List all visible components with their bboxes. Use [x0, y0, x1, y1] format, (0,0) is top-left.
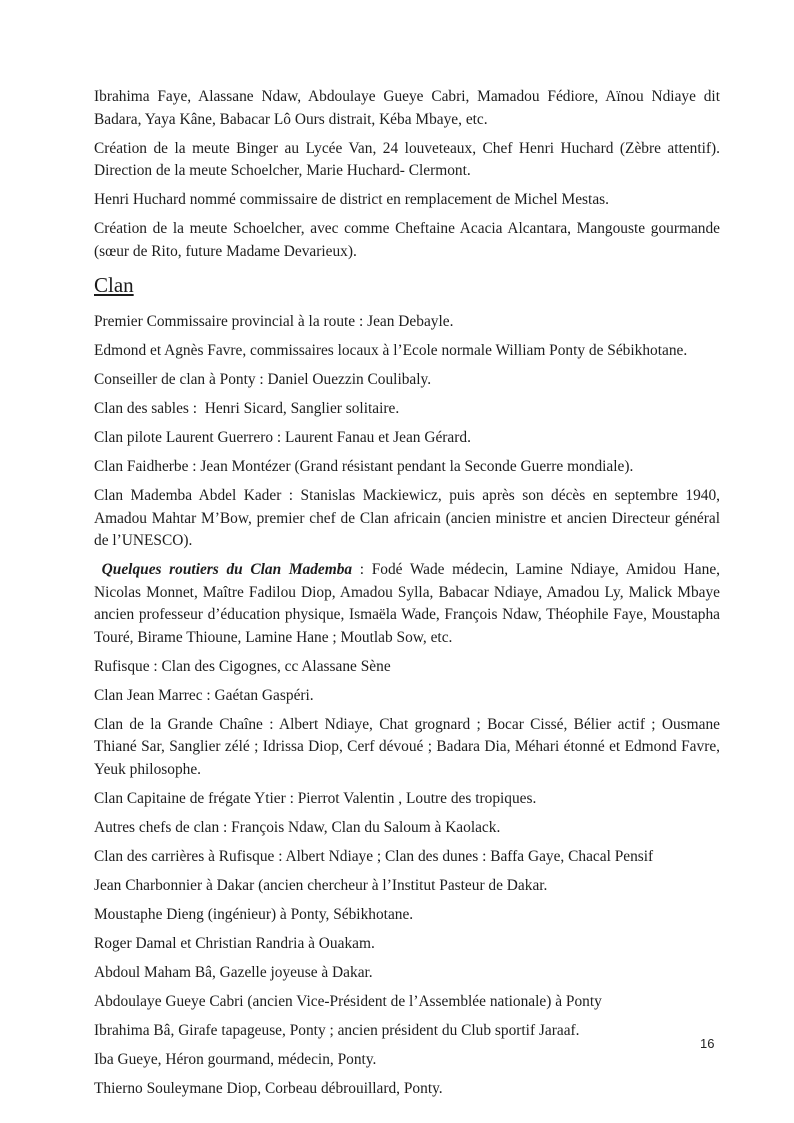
page-number: 16 [700, 1036, 715, 1051]
paragraph: Clan des sables : Henri Sicard, Sanglier solitaire. [94, 400, 400, 417]
page-content [94, 86, 720, 1107]
paragraph: Henri Huchard nommé commissaire de district en remplacement de Michel Mestas. [94, 191, 609, 208]
paragraph: Moustaphe Dieng (ingénieur) à Ponty, Sébikhotane. [94, 905, 414, 923]
paragraph: Création de la meute Schoelcher, avec comme Cheftaine Acacia Alcantara, Mangouste gourmande (sœur de Rito, future Madame Devarieux). [94, 220, 720, 260]
paragraph: Abdoulaye Gueye Cabri (ancien Vice-Président de l’Assemblée nationale) à Ponty [94, 992, 602, 1010]
paragraph: Clan Faidherbe : Jean Montézer (Grand résistant pendant la Seconde Guerre mondiale). [94, 458, 634, 475]
paragraph: Ibrahima Bâ, Girafe tapageuse, Ponty ; ancien président du Club sportif Jaraaf. [94, 1021, 580, 1039]
paragraph: Edmond et Agnès Favre, commissaires locaux à l’Ecole normale William Ponty de Sébikhotane. [94, 342, 688, 359]
paragraph: Abdoul Maham Bâ, Gazelle joyeuse à Dakar. [94, 963, 373, 981]
paragraph: Jean Charbonnier à Dakar (ancien chercheur à l’Institut Pasteur de Dakar. [94, 876, 548, 894]
paragraph: Conseiller de clan à Ponty : Daniel Ouezzin Coulibaly. [94, 371, 432, 388]
paragraph: Clan de la Grande Chaîne : Albert Ndiaye, Chat grognard ; Bocar Cissé, Bélier actif ; Ousmane Thiané Sar, Sanglier zélé ; Idrissa Diop, Cerf dévoué ; Badara Dia, Méhari étonné et Edmond Favre, Yeuk philosophe. [94, 715, 720, 778]
paragraph: Clan Mademba Abdel Kader : Stanislas Mackiewicz, puis après son décès en septembre 1940, Amadou Mahtar M’Bow, premier chef de Clan africain (ancien ministre et ancien Directeur général de l’UNESCO). [94, 487, 720, 549]
paragraph-lead-bold-italic: Quelques routiers du Clan Mademba [94, 561, 353, 578]
paragraph: Clan des carrières à Rufisque : Albert Ndiaye ; Clan des dunes : Baffa Gaye, Chacal Pensif [94, 847, 654, 865]
paragraph: Rufisque : Clan des Cigognes, cc Alassane Sène [94, 657, 391, 675]
paragraph: Création de la meute Binger au Lycée Van, 24 louveteaux, Chef Henri Huchard (Zèbre attentif). Direction de la meute Schoelcher, Marie Huchard- Clermont. [94, 139, 720, 179]
paragraph: Iba Gueye, Héron gourmand, médecin, Ponty. [94, 1050, 377, 1068]
paragraph: Ibrahima Faye, Alassane Ndaw, Abdoulaye Gueye Cabri, Mamadou Fédiore, Aïnou Ndiaye dit Badara, Yaya Kâne, Babacar Lô Ours distrait, Kéba Mbaye, etc. [94, 88, 720, 128]
paragraph: Clan Jean Marrec : Gaétan Gaspéri. [94, 686, 314, 704]
paragraph: Premier Commissaire provincial à la route : Jean Debayle. [94, 313, 454, 330]
paragraph: Autres chefs de clan : François Ndaw, Clan du Saloum à Kaolack. [94, 818, 501, 836]
paragraph: Thierno Souleymane Diop, Corbeau débrouillard, Ponty. [94, 1079, 443, 1097]
paragraph: Clan Capitaine de frégate Ytier : Pierrot Valentin , Loutre des tropiques. [94, 789, 537, 807]
paragraph: Clan pilote Laurent Guerrero : Laurent Fanau et Jean Gérard. [94, 429, 471, 446]
section-heading-clan: Clan [94, 273, 134, 297]
paragraph-quelques-routiers [94, 559, 720, 649]
paragraph-rest: : Fodé Wade médecin, Lamine Ndiaye, Amidou Hane, Nicolas Monnet, Maître Fadilou Diop, Amadou Sylla, Babacar Ndiaye, Amadou Ly, Malick Mbaye ancien professeur d’éducation physique, Ismaëla Wade, François Ndaw, Théophile Faye, Moustapha Touré, Birame Thioune, Lamine Hane ; Moutlab Sow, etc. [94, 561, 720, 646]
paragraph: Roger Damal et Christian Randria à Ouakam. [94, 934, 375, 952]
